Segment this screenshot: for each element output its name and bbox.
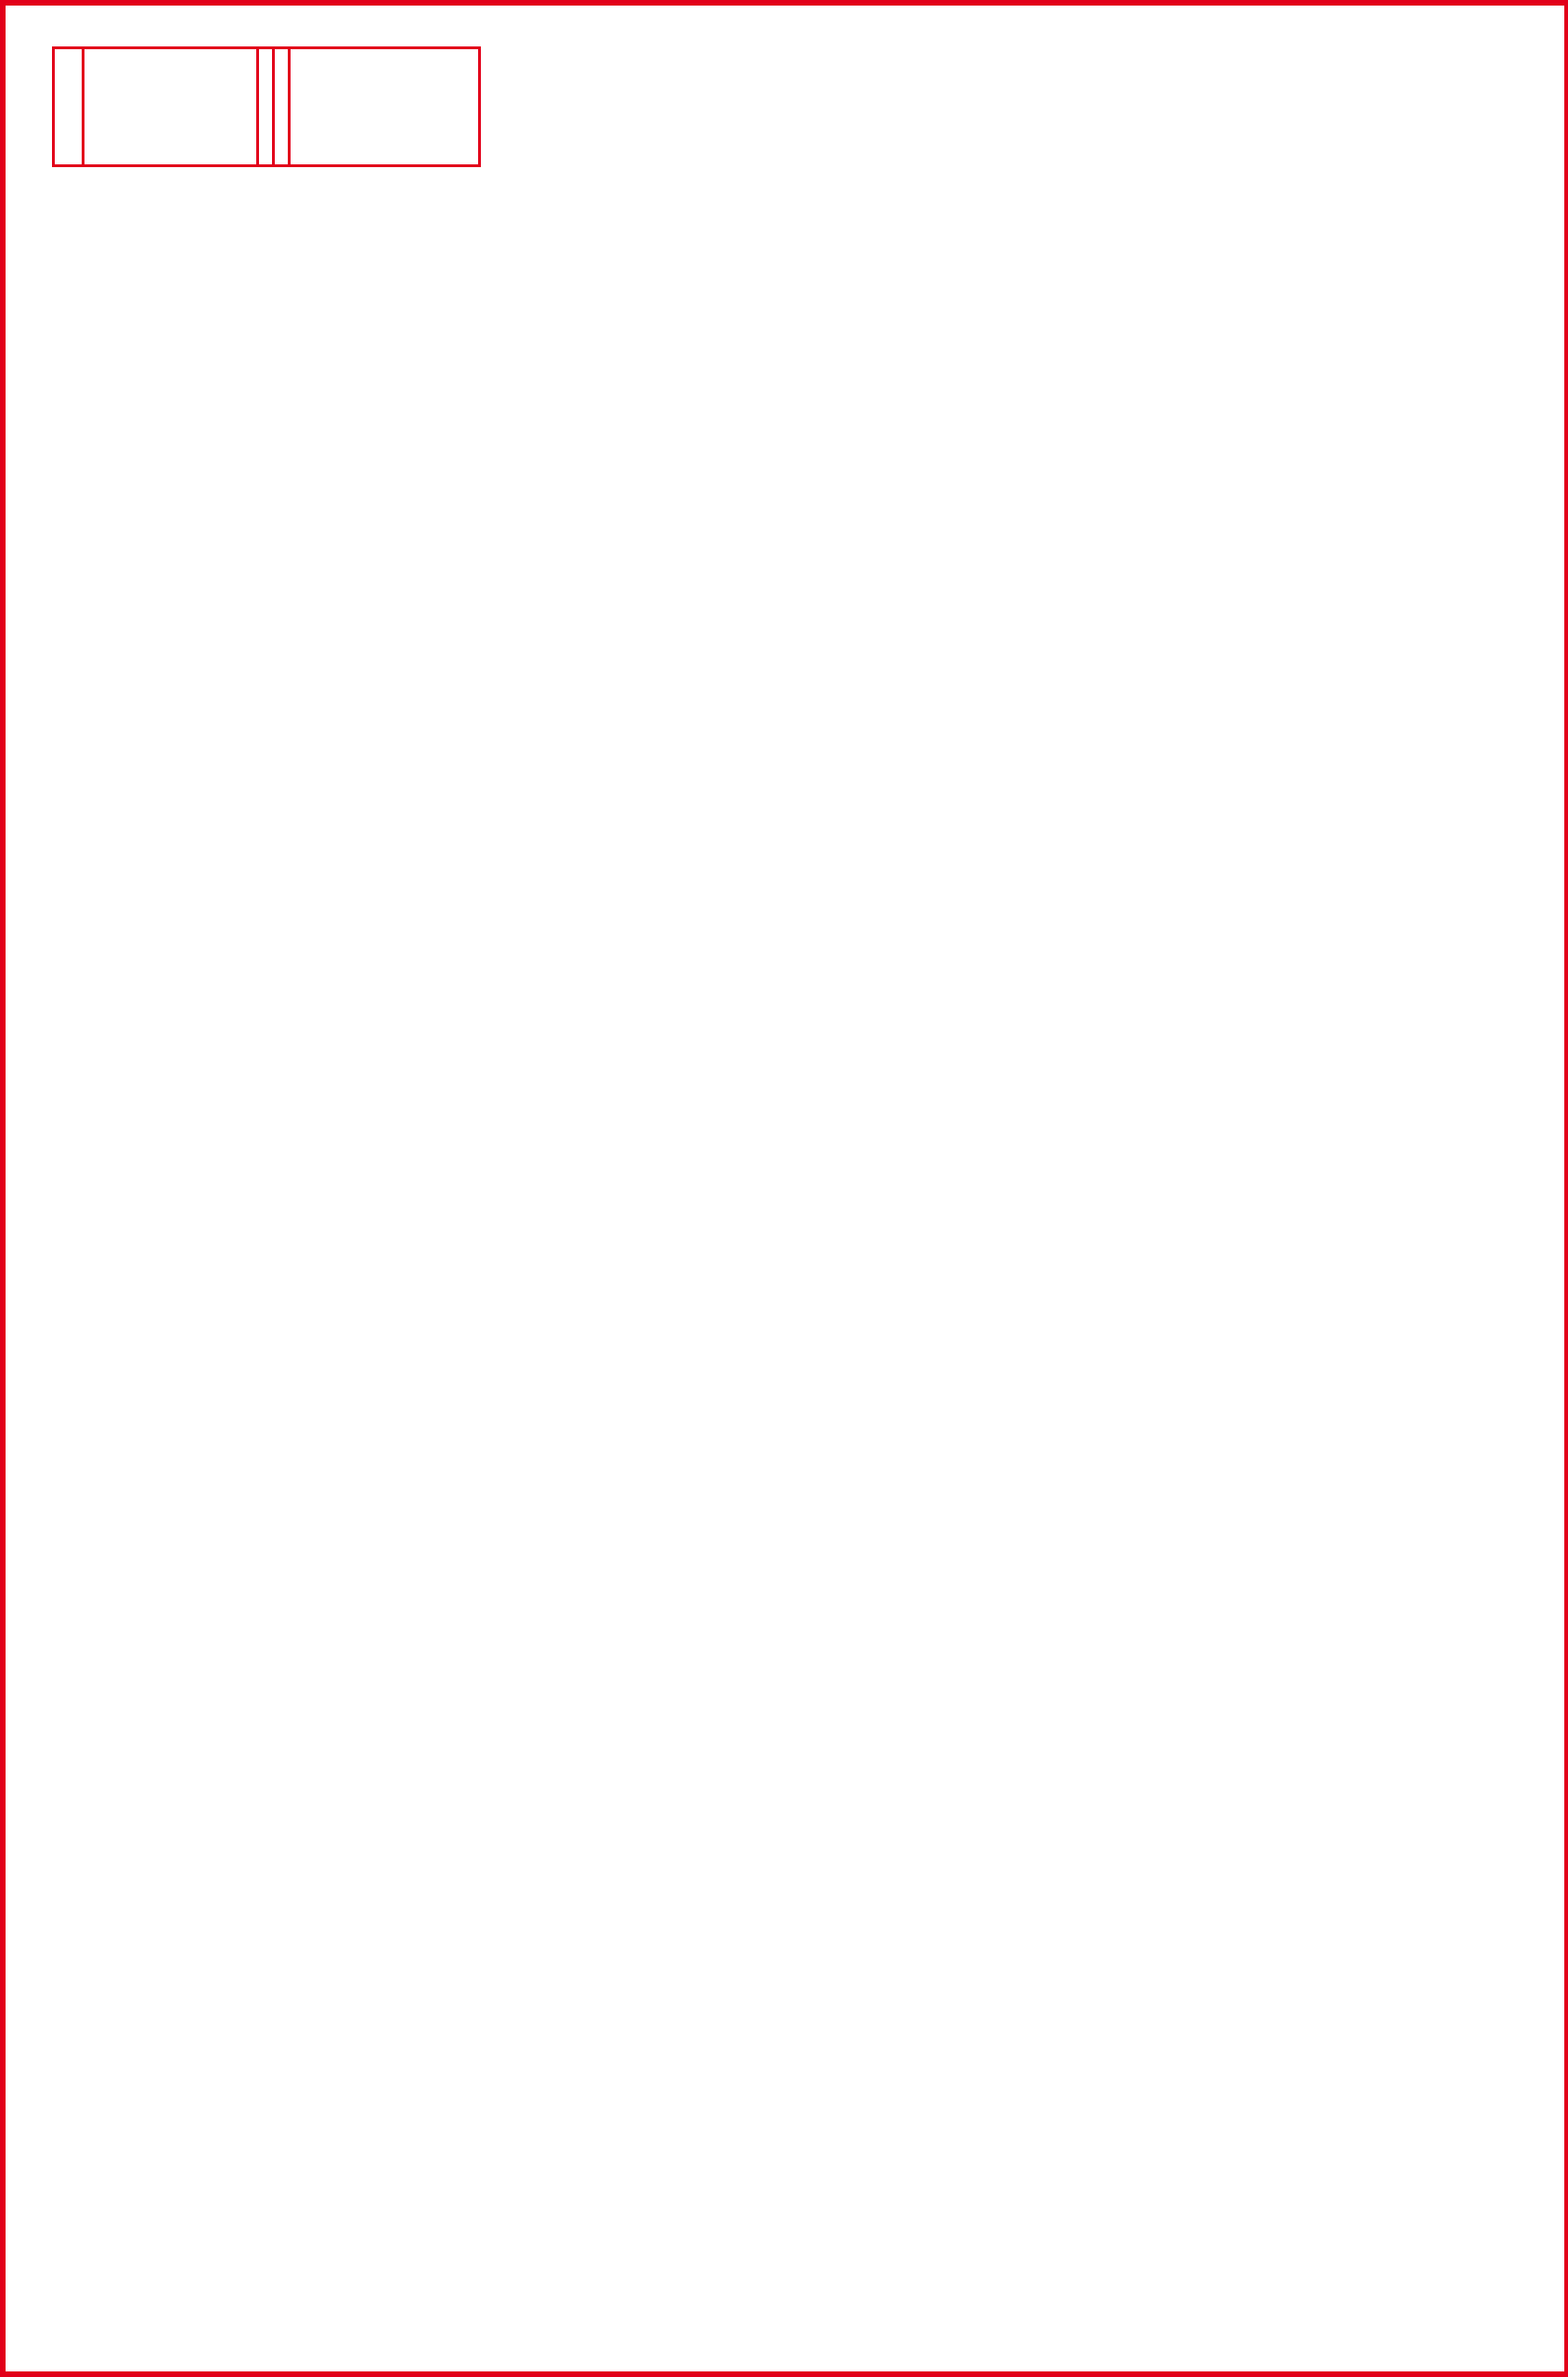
teaser-box-1[interactable] [52, 46, 259, 167]
teaser-box-2[interactable] [272, 46, 481, 167]
